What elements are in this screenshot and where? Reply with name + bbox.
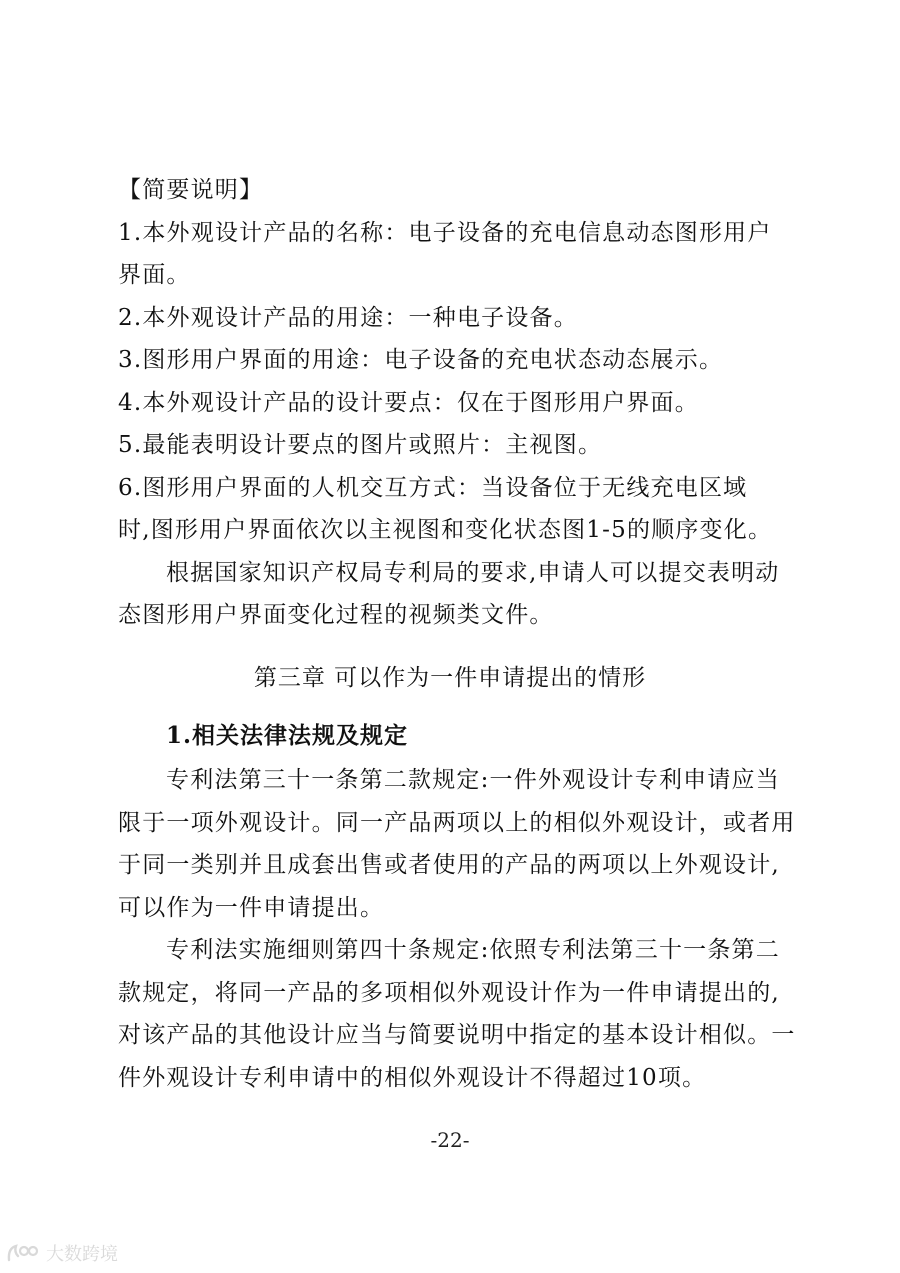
paragraph-law-1-line-1: 专利法第三十一条第二款规定:一件外观设计专利申请应当 bbox=[166, 767, 780, 793]
paragraph-law-1-line-2: 限于一项外观设计。同一产品两项以上的相似外观设计，或者用 bbox=[118, 810, 796, 836]
brand-logo-icon bbox=[6, 1242, 40, 1264]
paragraph-law-2-line-1: 专利法实施细则第四十条规定:依照专利法第三十一条第二 bbox=[166, 937, 780, 963]
paragraph-law-2-line-2: 款规定，将同一产品的多项相似外观设计作为一件申请提出的, bbox=[118, 980, 780, 1006]
list-item-4: 4.本外观设计产品的设计要点：仅在于图形用户界面。 bbox=[118, 390, 699, 416]
paragraph-law-1-line-3: 于同一类别并且成套出售或者使用的产品的两项以上外观设计, bbox=[118, 852, 780, 878]
watermark bbox=[6, 1240, 118, 1266]
paragraph-request-line-1: 根据国家知识产权局专利局的要求,申请人可以提交表明动 bbox=[166, 560, 780, 586]
list-item-6: 6.图形用户界面的人机交互方式：当设备位于无线充电区域 bbox=[118, 475, 748, 501]
paragraph-request-line-2: 态图形用户界面变化过程的视频类文件。 bbox=[118, 602, 554, 628]
subsection-title: 1.相关法律法规及规定 bbox=[166, 722, 409, 749]
page-number: -22- bbox=[430, 1128, 470, 1152]
list-item-1-continued: 界面。 bbox=[118, 262, 191, 288]
list-item-2: 2.本外观设计产品的用途：一种电子设备。 bbox=[118, 305, 578, 331]
brief-description-heading: 【简要说明】 bbox=[118, 177, 264, 203]
list-item-6-continued: 时,图形用户界面依次以主视图和变化状态图1-5的顺序变化。 bbox=[118, 517, 773, 543]
list-item-5: 5.最能表明设计要点的图片或照片：主视图。 bbox=[118, 432, 603, 458]
paragraph-law-1-line-4: 可以作为一件申请提出。 bbox=[118, 895, 385, 921]
paragraph-law-2-line-4: 件外观设计专利申请中的相似外观设计不得超过10项。 bbox=[118, 1065, 707, 1091]
list-item-1: 1.本外观设计产品的名称：电子设备的充电信息动态图形用户 bbox=[118, 220, 772, 246]
watermark-text: 大数跨境 bbox=[46, 1244, 118, 1265]
chapter-title: 第三章 可以作为一件申请提出的情形 bbox=[253, 665, 647, 691]
paragraph-law-2-line-3: 对该产品的其他设计应当与简要说明中指定的基本设计相似。一 bbox=[118, 1022, 796, 1048]
list-item-3: 3.图形用户界面的用途：电子设备的充电状态动态展示。 bbox=[118, 347, 724, 373]
